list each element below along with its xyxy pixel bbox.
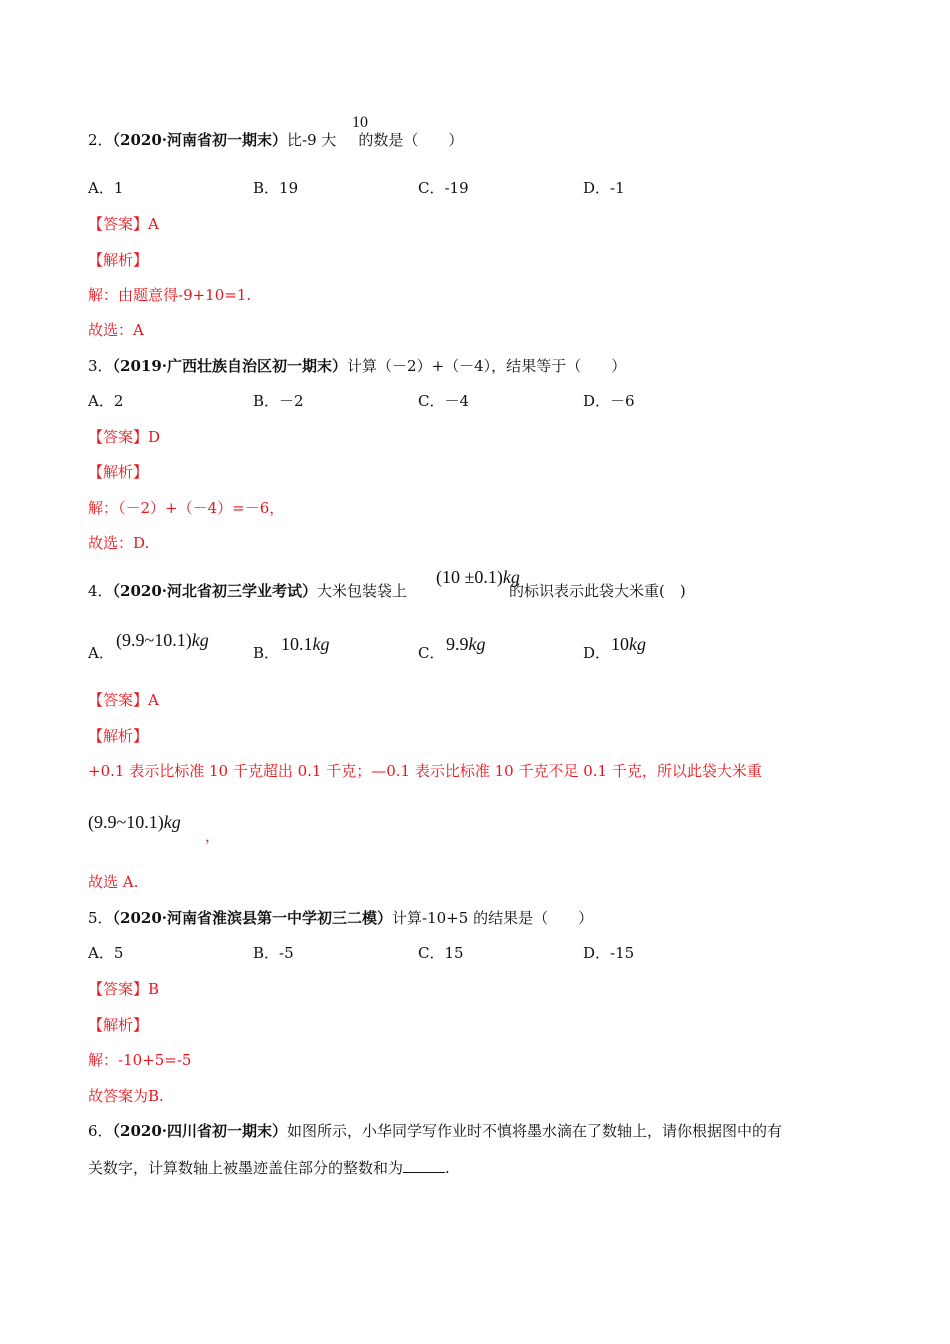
solution-formula: (9.9~10.1)kg (88, 812, 181, 832)
question-2-stem: 2．（2020·河南省初一期末）比-9 大 的数是（ ） (88, 131, 464, 149)
question-source: （2019·广西壮族自治区初一期末） (112, 357, 348, 375)
option-a: A． (88, 644, 114, 662)
question-6-stem-line2: 关数字，计算数轴上被墨迹盖住部分的整数和为 . (88, 1159, 450, 1177)
answer-blank[interactable] (403, 1158, 445, 1173)
option-d: D．－6 (583, 392, 635, 410)
option-c-formula: 9.9kg (446, 634, 486, 654)
answer-label: 【答案】D (88, 428, 161, 446)
answer-label: 【答案】A (88, 691, 159, 709)
question-4-stem: 4．（2020·河北省初三学业考试）大米包装袋上 的标识表示此袋大米重( ) (88, 582, 686, 600)
option-a-formula: (9.9~10.1)kg (116, 630, 209, 650)
solution-line: 解：（－2）+（－4）=－6， (88, 499, 285, 517)
solution-line: 故选：A (88, 321, 144, 339)
question-source: （2020·河南省初一期末） (112, 131, 288, 149)
option-c: C．-19 (418, 179, 469, 197)
question-6-stem: 6．（2020·四川省初一期末）如图所示，小华同学写作业时不慎将墨水滴在了数轴上，请你根据图中的有 (88, 1122, 783, 1140)
option-b: B． (253, 644, 280, 662)
question-source: （2020·四川省初一期末） (112, 1122, 288, 1140)
option-c: C．－4 (418, 392, 470, 410)
option-a: A．5 (88, 944, 124, 962)
option-d: D．-1 (583, 179, 625, 197)
question-source: （2020·河北省初三学业考试） (112, 582, 318, 600)
option-b: B．－2 (253, 392, 304, 410)
solution-line: +0.1 表示比标准 10 千克超出 0.1 千克；—0.1 表示比标准 10 千克不足 0.1 千克，所以此袋大米重 (88, 762, 762, 780)
formula: (10 ±0.1)kg (436, 567, 520, 587)
option-c: C． (418, 644, 445, 662)
solution-comma: ， (205, 827, 221, 845)
solution-line: 解：由题意得-9+10=1. (88, 286, 252, 304)
analysis-label: 【解析】 (88, 463, 149, 481)
option-c: C．15 (418, 944, 464, 962)
analysis-label: 【解析】 (88, 727, 149, 745)
option-b: B．19 (253, 179, 299, 197)
question-number: 3． (88, 357, 113, 375)
solution-line: 故答案为B. (88, 1087, 164, 1105)
question-number: 5． (88, 909, 113, 927)
option-d: D． (583, 644, 611, 662)
analysis-label: 【解析】 (88, 1016, 149, 1034)
question-3-stem: 3．（2019·广西壮族自治区初一期末）计算（－2）+（－4），结果等于（ ） (88, 357, 627, 375)
option-a: A．2 (88, 392, 124, 410)
analysis-label: 【解析】 (88, 251, 149, 269)
question-5-stem: 5．（2020·河南省淮滨县第一中学初三二模）计算-10+5 的结果是（ ） (88, 909, 594, 927)
option-b: B．-5 (253, 944, 294, 962)
solution-line: 故选 A. (88, 873, 139, 891)
question-number: 4． (88, 582, 113, 600)
question-number: 6． (88, 1122, 113, 1140)
question-source: （2020·河南省淮滨县第一中学初三二模） (112, 909, 393, 927)
solution-line: 故选：D. (88, 534, 150, 552)
question-number: 2． (88, 131, 113, 149)
option-a: A．1 (88, 179, 124, 197)
answer-label: 【答案】A (88, 215, 159, 233)
option-d: D．-15 (583, 944, 635, 962)
solution-line: 解：-10+5=-5 (88, 1051, 192, 1069)
answer-label: 【答案】B (88, 980, 160, 998)
option-d-formula: 10kg (611, 634, 646, 654)
superscript-number: 10 (352, 114, 368, 131)
option-b-formula: 10.1kg (281, 634, 330, 654)
